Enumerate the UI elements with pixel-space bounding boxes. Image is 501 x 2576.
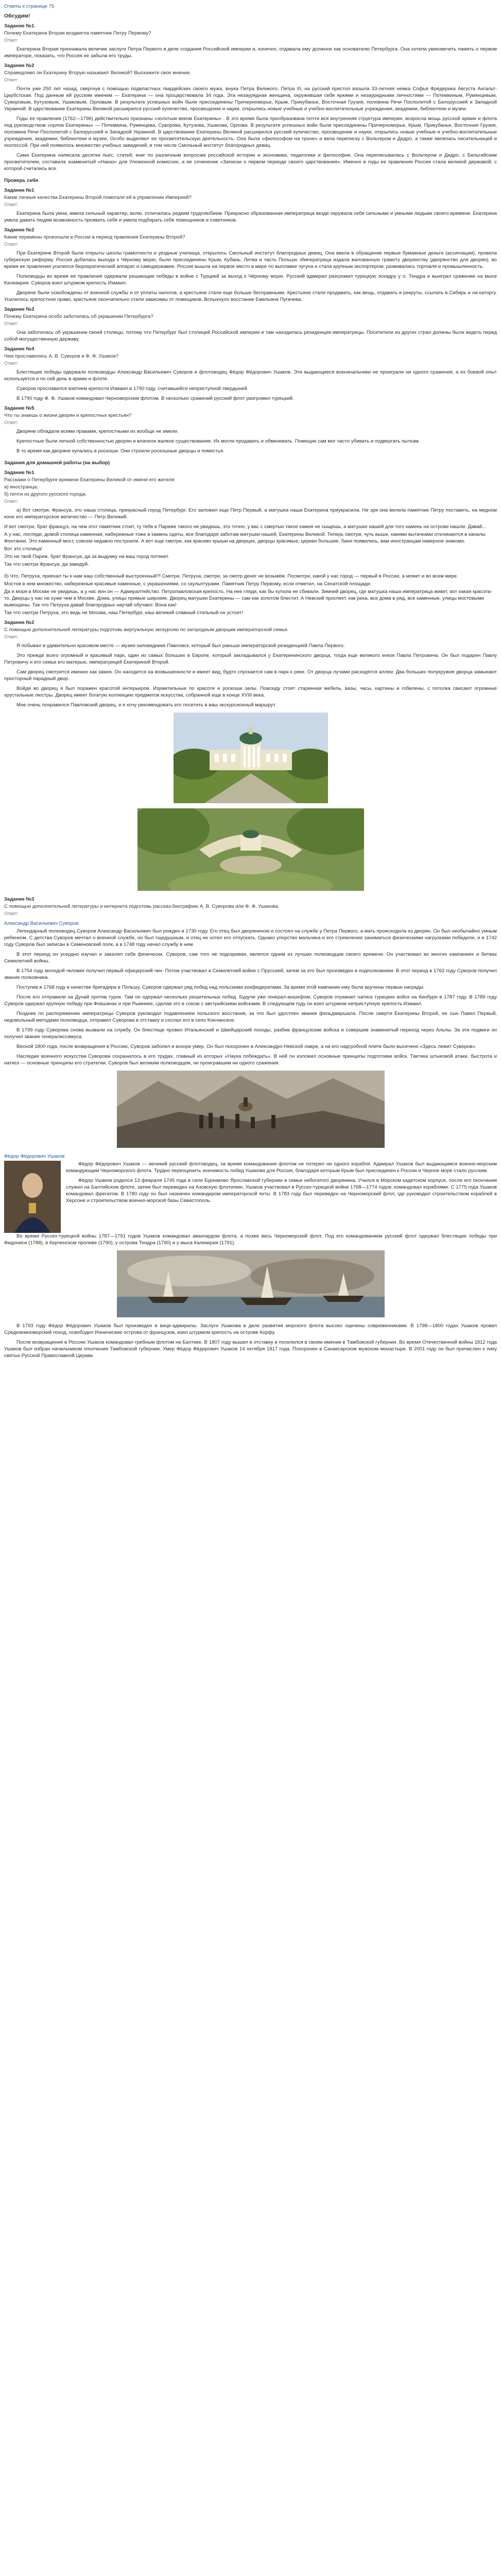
answer-paragraph: И вот смотри, брат француз, на чем этот памятник стоит, ту тебя в Париже такого не увидишь, это точно, у вас с смертью такое камня не сыщешь, а матушке нашей для того камень на острове нашли. Давай... (4, 524, 487, 530)
answer-paragraph: Да и моря в Москве не увидишь, а у нас вон он — Адмиралтейство. Петропавловская крепость. На нее гляди, как бы купола не сбивали. Зимний дворец, где матушка наша императрица живет, вот какая красота-то. Дворцы у нас не хуже чем в Москве. Дома, улицы прямые широкие. Дворец матушки Екатерины — сам как золотом блестит. А Невский проспект, как река, все дома в ряд, все каменные, улицы мостовыми вымощены. Так что Петруха давай благородных научай обучают. Вона как! (4, 589, 492, 608)
answer-paragraph: Мне очень понравился Павловский дворец, и я хочу рекомендовать его посетить в ваш экскурсионный маршрут. (16, 702, 277, 708)
ushakov-battle-painting (4, 1250, 497, 1317)
answer-paragraph: Так что смотри Петруха, это ведь не Москва, наш Петербург, наш великий славный стольный он устоит! (4, 610, 243, 616)
pavlovsk-palace-aerial-photo (4, 808, 497, 891)
pavlovsk-palace-photo (4, 713, 497, 803)
homework-heading: Задания для домашней работы (на выбор) (4, 460, 110, 466)
check-task-5-question: Что ты знаешь о жизни дворян и крепостных крестьян? (4, 413, 132, 418)
suvorov-painting (4, 1071, 497, 1148)
answer-label: Ответ: (4, 321, 19, 326)
answer-paragraph: Дворяне были освобождены от военной службы и от уплаты налогов, а крестьяне стали еще больше бесправными. Крестьяне стали продавать, как вещь, отдавать в рекруты, ссылать в Сибирь и на каторгу. Усилилось крепостное право, крестьяне окончательно стали зависимы от помещиков. Вспыхнуло восстание Емельяна Пугачева. (4, 290, 497, 302)
answer-label: Ответ: (4, 361, 19, 366)
home-task-3-title: Задание №3 (4, 896, 34, 902)
answer-paragraph: В 1793 году Фёдор Фёдорович Ушаков был произведен в вице-адмиралы. Заслуги Ушакова в деле развития морского флота высоко оценены современниками. В 1798—1800 годах Ушаков провел Средиземноморский поход, освободил Ионические острова от французов, взял штурмом крепость на острове Корфу. (4, 1323, 497, 1335)
discuss-task-2-question: Справедливо ли Екатерину Вторую называют Великой? Выскажите свое мнение. (4, 70, 192, 76)
check-task-3-title: Задание №3 (4, 307, 34, 312)
answer-paragraph: Легендарный полководец Суворов Александр Васильевич был рожден в 1730 году. Его отец был дворянином и состоял на службе у Петра Первого, а мать происходила из дворян. Он был необычайно умным ребенком. С детства Суворов мечтал о военной службе, но был тщедушным, и отец не хотел его отпускать. Однако упорство мальчика и его стремление заниматься физическими нагрузками победили, и в 1742 году Суворов был записан в Семеновский полк, а в 1748 году начал службу в нем. (4, 928, 497, 947)
check-task-3-question: Почему Екатерина особо заботилась об украшении Петербурга? (4, 314, 153, 319)
answer-paragraph: Годы ее правления (1762—1796) действительно признаны «золотым веком Екатерины» . В это время была преобразована почти вся внутренняя структура империи, возросла мощь русской армии и флота под руководством «орлов Екатерины» — Потемкина, Румянцева, Суворова, Кутузова, Ушакова, Орлова. В результате успешных войн были присоединены Причерноморье, Крым, Прикубанье, Восточная Грузия, половина Речи Посполитой с Белоруссией и Западной Украиной. В царствование Екатерины Великой расширился русский купечество, просвещение и науки, открылись новые учебные и учебно-воспитательные учреждения, академии, библиотеки и музеи. Особо выделяют ее просветительскую деятельность. Она была «философом на троне» и вела переписку с Вольтером и Дидро, а также являлась писательницей и поэтессой. При ней появилось множество учебных заведений, в том числе Смольный институт благородных девиц. (4, 116, 497, 148)
suvorov-subtitle[interactable]: Александр Васильевич Суворов (4, 921, 79, 926)
check-task-1-title: Задание №1 (4, 188, 34, 193)
answer-paragraph: Так что смотри Франсуа, да завидуй. (4, 562, 89, 567)
answer-paragraph: В 1799 году Суворова снова вызвали на службу. Он блестяще провел Итальянский и Швейцарский походы, разбив французские войска и совершив знаменитый переход через Альпы. За эти подвиги он получил звание генералиссимуса. (4, 1027, 497, 1040)
home-task-1-option-a: а) иностранца; (4, 484, 38, 490)
answer-paragraph: б) Что, Петруха, приехал ты к нам наш собственный выстроенный?! Смотри, Петруха, смотри, за смотр денег не возьмём. Посмотри, какой у нас город — первый в России, а может и во всем мире. (4, 573, 458, 579)
answer-paragraph: Это прежде всего огромный и красивый парк, один из самых больших в Европе, который закладывался у Екатерининского дворца, тогда еще великого князя Павла Петровича. Он был подарен Павлу Петровичу и его семье его матерью, императрицей Екатериной Второй. (4, 653, 497, 665)
answer-paragraph: Полководцы во время ее правления одержали решающие победы в войне с Турцией за выход к Чёрному морю. Русский адмирал разгромил турецкую эскадру у о. Тендра и выиграл сражение на мысе Калиакрия. Суворов взял штурмом крепость Измаил. (4, 274, 497, 286)
suvorov-alps-image (117, 1071, 385, 1148)
answer-paragraph: Сам дворец смотрится именно как замок. Он находится на возвышенности и имеет вид, будто спускается сам в парк к реке. От дворца лучами расходятся аллеи. Два больших полукружия дворца замыкают просторный парадный двор. (4, 669, 497, 682)
answer-paragraph: После возвращения в Россию Ушаков командовал гребным флотом на Балтике. В 1807 году вышел в отставку и поселился в своем имении в Тамбовской губернии. Во время Отечественной войны 1812 года Ушаков был избран начальником ополчения Тамбовской губернии. Умер Фёдор Фёдорович Ушаков 14 октября 1817 года. Похоронен в Санаксарском мужском монастыре. В 2001 году он был причислен к лику святых Русской Православной Церкви. (4, 1340, 497, 1359)
answer-paragraph: В этот период он усердно изучал и закалял себя физически. Суворов, сам того не подозревая, являлся одним из лучших полководцев своего времени. Он участвовал во многих кампаниях и битвах Семилетней войны. (4, 952, 497, 964)
answer-paragraph: Сама Екатерина написала десятки пьес, статей, книг по различным вопросам российской истории и экономики, педагогики и философии. Она переписывалась с Вольтером и Дидро, с Бельгийским просветителем, составила знаменитый «Наказ» для Уложенной комиссии, а ее сочинение «Записки о первом периоде своего царствования». Именно в годы ее правления Россия стала великой державой, с которой считались все. (4, 152, 497, 172)
answer-label: Ответ: (4, 77, 19, 82)
answer-paragraph: Мостов в нем множество, набережные красивые каменные, с украшениями, со скульптурами. Памятник Петру Первому, если отметил, на Сенатской площади. (4, 581, 372, 587)
answer-paragraph: Наследие военного искусства Суворова сохранилось в его трудах, главный из которых «Наука побеждать». В ней он изложил основные принципы подготовки войск. Тактика штыковой атаки, быстрота и натиск — основные принципы его стратегии. Суворов был великим полководцем, не проигравшим ни одного сражения. (4, 1054, 497, 1066)
check-task-1-question: Какие личные качества Екатерины Второй помогали ей в управлении Империей? (4, 195, 192, 200)
answer-paragraph: Екатерина была умна, имела сильный характер, волю, отличалась редким трудолюбием. Прекрасно образованная императрица везде окружала себя сильными и умными людьми своего времени. Екатерина умела давать людям возможность проявить себя и умела подбирать себе помощников и советников. (4, 211, 497, 223)
answer-paragraph: В то время как дворяне купались в роскоши. Они строили роскошные дворцы и поместья. (16, 448, 224, 454)
check-task-5-title: Задание №5 (4, 405, 34, 411)
home-task-2-question: С помощью дополнительной литературы подготовь виртуальную экскурсию по загородным дворцам императорской семьи. (4, 627, 289, 633)
palace-image (174, 713, 328, 803)
answer-paragraph: Фёдор Фёдорович Ушаков — великий русский флотоводец, за время командования флотом не потерял ни одного корабля. Адмирал Ушаков был выдающимся военно-морским командующим Черноморского флота. Трудно переоценить значимость побед Ушакова для России, благодаря которым Крым был присоединен к России и Черное море стало русским. (66, 1161, 497, 1174)
answer-paragraph: Поступив в 1768 году в качестве бригадира в Польшу, Суворов одержал ряд побед над польскими конфедератами. За время этой кампании ему были вручены первые награды. (16, 985, 425, 990)
answer-label: Ответ: (4, 911, 19, 916)
home-task-1-option-b: б) почти из другого русского города. (4, 492, 87, 497)
home-task-3-question: С помощью дополнительной литературы и интернета подготовь рассказ-биографию А. В. Суворова или Ф. Ф. Ушакова. (4, 904, 280, 909)
answer-paragraph: Вот это столица! (4, 546, 43, 552)
check-task-2-question: Какие перемены произошли в России в период правления Екатерины Второй? (4, 234, 185, 240)
home-task-2-title: Задание №2 (4, 620, 34, 625)
answer-paragraph: Позднее по распоряжению императрицы Суворов руководил подавлением польского восстания, за что был удостоен звания фельдмаршала. После смерти Екатерины Второй, ее сын Павел Первый, недовольный методами полководца, отправил Суворова в отставку и сослал его в село Кончанское. (4, 1011, 497, 1023)
answer-paragraph: Войдя во дворец я был поражен красотой интерьеров. Изумительные по красоте и роскоши залы. Повсюду стоят старинная мебель, вазы, часы, картины и гобелены, с потолка свисают огромные хрустальные люстры. Дворец имеет богатую коллекцию предметов искусства, собранной еще в конце XVIII века. (4, 686, 497, 698)
answer-label: Ответ: (4, 242, 19, 247)
answer-paragraph: Она заботилась об украшении своей столицы, потому что Петербург был столицей Российской империи и там находилась резиденция императрицы. Посетители из других стран должны были видеть перед собой могущественную державу. (4, 330, 497, 342)
check-task-2-title: Задание №2 (4, 227, 34, 233)
answer-paragraph: Фёдор Ушаков родился 13 февраля 1745 года в селе Бурнаково Ярославской губернии в семье небогатого дворянина. Учился в Морском кадетском корпусе, после его окончания служил на Балтийском флоте, затем был переведен на Азовскую флотилию. Ушаков участвовал в Русско-турецкой войне 1768—1774 годов, командовал кораблями. С 1775 года Ушаков командовал фрегатом. В 1780 году он был назначен командиром императорской яхты. В 1783 году был переведен на Черноморский флот, где руководил строительством кораблей в Херсоне и строительством военно-морской базы Севастополь. (66, 1178, 497, 1204)
discuss-heading: Обсудим! (4, 13, 30, 19)
answer-label: Ответ: (4, 634, 19, 639)
answers-page-link[interactable]: Ответы к странице 75 (4, 4, 55, 9)
check-heading: Проверь себя (4, 178, 39, 183)
answer-paragraph: А у нас, погляди, домой столица каменная, набережные тоже в камень одеты, все благодаря заботам матушки нашей, Екатерины Великой. Теперь смотри, чуть выше, какими вытачками откликаются в каналы Фонтанки. Это каменный мост, совсем недавно построили. А вот еще смотри, как красиво крыши на дворцах, дворцы красивые, церкви большие, бани появились, вам иностранцам наверное знакомо. (4, 532, 486, 544)
answer-paragraph: Екатерина Вторая признавала величие заслуги Петра Первого в деле создания Российской империи и, конечно, отдавала ему должное как основателю Петербурга. Она хотела увековечить память о первом императоре, показать, что Россия не забыла его труды. (4, 46, 497, 59)
answer-paragraph: Весной 1800 года, после возвращения в Россию, Суворов заболел и вскоре умер. Он был похоронен в Александро-Невской лавре, а на его надгробной плите было высечено «Здесь лежит Суворов». (16, 1044, 477, 1049)
discuss-task-2-title: Задание №2 (4, 63, 34, 69)
answer-label: Ответ: (4, 420, 19, 425)
answer-paragraph: Почти уже 250 лет назад, свергнув с помощью подвластных гвардейских своего мужа, внука Петра Великого, Петра III, на русский престол взошла 33-летняя немка Софья Фредерика Августа Ангальт-Цербстская. Под данным ей русским именем — Екатерина — она процарствовала 34 года. Эта незаурядная женщина, окружившая себя яркими и незаурядными личностями — Потемкиным, Румянцевым, Суворовым, Кутузовым, Ушаковым, Орловым. В результате успешных войн были присоединены Причерноморье, Крым, Прикубанье, Восточная Грузия, половина Речи Посполитой с Белоруссией и Западной Украиной. В царствование Екатерины Великой расширился русский купечество, просвещение и науки, открылись новые учебные и учебно-воспитательные учреждения, академии, библиотеки и музеи. (4, 86, 497, 112)
home-task-1-question: Расскажи о Петербурге времени Екатерины Великой от имени его жителя: (4, 477, 176, 483)
answer-paragraph: В 1754 году молодой человек получил первый офицерский чин. Потом участвовал в Семилетней войне с Пруссией, затем за это был произведен в подполковники. В этот период в 1762 году Суворов получил звание полковника. (4, 968, 497, 980)
answer-label: Ответ: (4, 202, 19, 207)
answer-paragraph: Суворов прославился взятием крепости Измаил в 1790 году, считавшейся неприступной твердыней. (16, 386, 249, 392)
answer-paragraph: При Екатерине Второй были открыты школы грамотности и уездные училища, открылось Смольный институт благородных девиц. Она ввела в обращение первые бумажные деньги (ассигнации), провела губернскую реформу. Россия добилась выхода к Чёрному морю, были присоединены Крым, Кубань, Литва и часть Польши. Императрица издала жалованную грамоту дворянству (дворянство для дворян), во время ее правления усилился бюрократический аппарат и самодержавие. Россия вышла на первое место в мире по выплавке чугуна и стала крупным экспортером, развивались торговля и промышленность. (4, 250, 497, 269)
answer-paragraph: Я побывал в удивительно красивом месте — музее-заповеднике Павловск, который был раньше императорской резиденцией Павла Первого. (16, 643, 345, 649)
palace-aerial-image (137, 808, 364, 891)
home-task-1-title: Задание №1 (4, 470, 34, 476)
check-task-4-title: Задание №4 (4, 346, 34, 352)
answer-paragraph: Это не твой Париж, брат Франсуа, да за выдумку на ваш город потянет. (4, 554, 169, 560)
answer-paragraph: Крепостные были личной собственностью дворян и влачили жалкое существование. Их могли продавать и обменивать. Помещик сам мог часто убивать и подвергать пыткам. (16, 438, 420, 444)
answer-paragraph: Блестящие победы одержали полководцы Александр Васильевич Суворов и флотоводец Фёдор Фёдорович Ушаков. Эти выдающиеся военачальники не проиграли ни одного сражения, а их боевой опыт используется и по сей день в армии и флоте. (4, 369, 497, 382)
answer-label: Ответ: (4, 499, 19, 504)
answer-paragraph: а) Вот смотри, Франсуа, это наша столица, прекрасный город Петербург. Его заложил еще Петр Первый, а матушка наша Екатерина приукрасила. Не зря она велела памятник Петру поставить, на медном коне его императорское величество — Петр Великий. (4, 507, 497, 520)
answer-paragraph: После его отправили на Дунай против турок. Там он одержал несколько решительных побед. Будучи уже генерал-аншефом, Суворов отражает натиск турецких войск на Кинбурн в 1787 году. В 1789 году Суворов одержал крупную победу при Фокшанах и при Рымнике, сделав это в союзе с австрийскими войсками. В следующем году он взял штурмом неприступную крепость Измаил. (4, 994, 497, 1007)
naval-battle-image (117, 1250, 385, 1317)
answer-label: Ответ: (4, 38, 19, 43)
answer-paragraph: В 1790 году Ф. Ф. Ушаков командовал Черноморским флотом. В несколько сражений русский флот разгромил турецкий. (16, 396, 294, 401)
discuss-task-1-title: Задание №1 (4, 23, 34, 29)
discuss-task-1-question: Почему Екатерина Вторая воздвигла памятник Петру Первому? (4, 30, 151, 36)
answer-paragraph: Во время Русско-турецкой войны 1787—1791 годов Ушаков командовал авангардом флота, а позже весь Черноморский флот. Под его командованием русский флот одержал блестящие победы при Фидониси (1788), в Керченском проливе (1790), у острова Тендра (1790) и у мыса Калиакрия (1791). (4, 1233, 497, 1246)
answer-paragraph: Дворяне обладали всеми правами, крепостными их вообще не имели. (16, 429, 179, 434)
check-task-4-question: Чем прославились А. В. Суворов и Ф. Ф. Ушаков? (4, 353, 119, 359)
ushakov-portrait (4, 1161, 61, 1233)
ushakov-subtitle[interactable]: Фёдор Фёдорович Ушаков (4, 1154, 65, 1159)
